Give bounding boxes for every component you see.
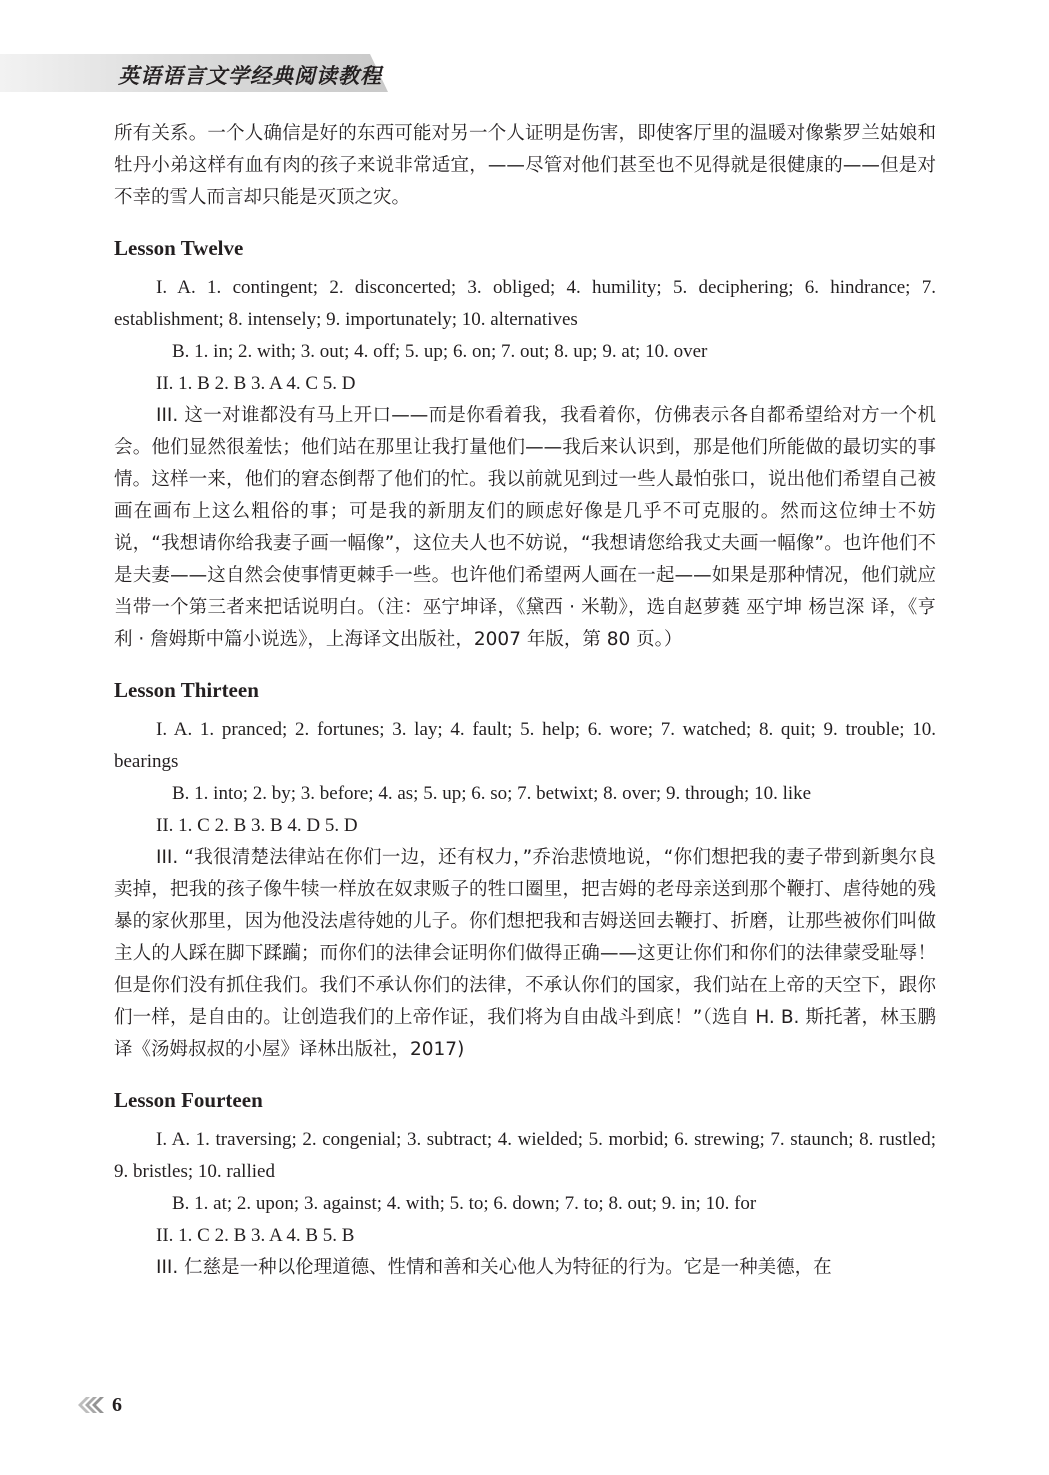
- intro-paragraph: 所有关系。一个人确信是好的东西可能对另一个人证明是伤害，即使客厅里的温暖对像紫罗兰姑娘和牡丹小弟这样有血有肉的孩子来说非常适宜，——尽管对他们甚至也不见得就是很健康的——但是对不幸的雪人而言却只能是灭顶之灾。: [114, 123, 936, 208]
- exercise-iii: III. 这一对谁都没有马上开口——而是你看着我，我看着你，仿佛表示各自都希望给对方一个机会。他们显然很羞怯；他们站在那里让我打量他们——我后来认识到，那是他们所能做的最切实的事情。这样一来，他们的窘态倒帮了他们的忙。我以前就见到过一些人最怕张口，说出他们希望自己被画在画布上这么粗俗的事；可是我的新朋友们的顾虑好像是几乎不可克服的。然而这位绅士不妨说，“我想请你给我妻子画一幅像”，这位夫人也不妨说，“我想请您给我丈夫画一幅像”。也许他们不是夫妻——这自然会使事情更棘手一些。也许他们希望两人画在一起——如果是那种情况，他们就应当带一个第三者来把话说明白。（注：巫宁坤译，《黛西 · 米勒》，选自赵萝蕤 巫宁坤 杨岂深 译，《亨利 · 詹姆斯中篇小说选》，上海译文出版社，2007 年版，第 80 页。）: [114, 405, 936, 650]
- page-body: [114, 118, 936, 1284]
- page-footer: [78, 1390, 122, 1420]
- exercise-ia: I. A. 1. contingent; 2. disconcerted; 3. obliged; 4. humility; 5. deciphering; 6. hindrance; 7. establishment; 8. intensely; 9. importunately; 10. alternatives: [114, 277, 936, 330]
- exercise-ii: II. 1. B 2. B 3. A 4. C 5. D: [156, 373, 356, 394]
- page-number: 6: [112, 1393, 122, 1416]
- lesson-thirteen: [114, 676, 936, 1066]
- running-header-title: 英语语言文学经典阅读教程: [118, 64, 382, 88]
- lesson-heading: Lesson Twelve: [114, 236, 244, 260]
- lesson-twelve: [114, 234, 936, 656]
- exercise-ib: B. 1. at; 2. upon; 3. against; 4. with; 5. to; 6. down; 7. to; 8. out; 9. in; 10. for: [172, 1193, 757, 1214]
- lesson-heading: Lesson Thirteen: [114, 678, 259, 702]
- exercise-ii: II. 1. C 2. B 3. A 4. B 5. B: [156, 1225, 355, 1246]
- chevron-left-icon: [78, 1397, 104, 1413]
- exercise-ia: I. A. 1. pranced; 2. fortunes; 3. lay; 4. fault; 5. help; 6. wore; 7. watched; 8. quit; 9. trouble; 10. bearings: [114, 719, 936, 772]
- exercise-ib: B. 1. in; 2. with; 3. out; 4. off; 5. up; 6. on; 7. out; 8. up; 9. at; 10. over: [172, 341, 708, 362]
- lesson-fourteen: [114, 1086, 936, 1284]
- exercise-ib: B. 1. into; 2. by; 3. before; 4. as; 5. up; 6. so; 7. betwixt; 8. over; 9. through; 10. like: [172, 783, 812, 804]
- exercise-ia: I. A. 1. traversing; 2. congenial; 3. subtract; 4. wielded; 5. morbid; 6. strewing; 7. staunch; 8. rustled; 9. bristles; 10. rallied: [114, 1129, 936, 1182]
- exercise-iii: III. 仁慈是一种以伦理道德、性情和善和关心他人为特征的行为。它是一种美德，在: [156, 1257, 832, 1278]
- exercise-iii: III. “我很清楚法律站在你们一边，还有权力，”乔治悲愤地说，“你们想把我的妻子带到新奥尔良卖掉，把我的孩子像牛犊一样放在奴隶贩子的牲口圈里，把吉姆的老母亲送到那个鞭打、虐待她的残暴的家伙那里，因为他没法虐待她的儿子。你们想把我和吉姆送回去鞭打、折磨，让那些被你们叫做主人的人踩在脚下蹂躏；而你们的法律会证明你们做得正确——这更让你们和你们的法律蒙受耻辱！但是你们没有抓住我们。我们不承认你们的法律，不承认你们的国家，我们站在上帝的天空下，跟你们一样，是自由的。让创造我们的上帝作证，我们将为自由战斗到底！”（选自 H. B. 斯托著，林玉鹏译《汤姆叔叔的小屋》译林出版社，2017): [114, 847, 936, 1060]
- exercise-ii: II. 1. C 2. B 3. B 4. D 5. D: [156, 815, 358, 836]
- lesson-heading: Lesson Fourteen: [114, 1088, 263, 1112]
